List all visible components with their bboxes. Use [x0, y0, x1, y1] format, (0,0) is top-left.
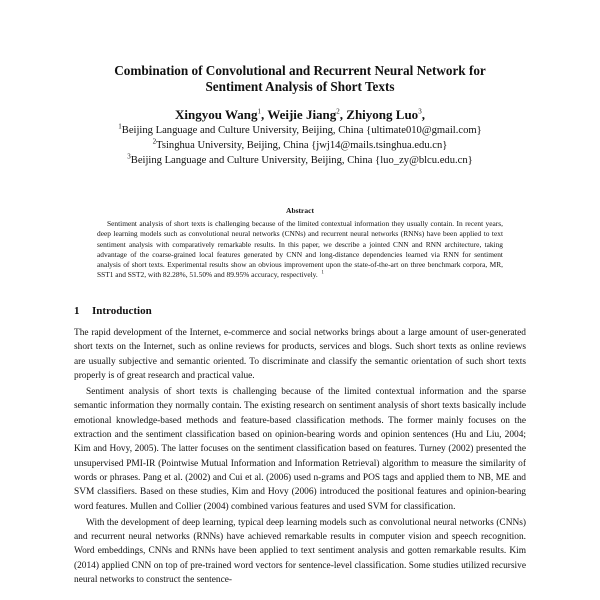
- author-mark: 2: [336, 107, 340, 116]
- author-name: Zhiyong Luo: [346, 107, 419, 122]
- affiliation-mark: 3: [127, 152, 131, 161]
- section-number: 1: [74, 305, 80, 317]
- author-mark: 1: [257, 107, 262, 116]
- paper-title: [60, 63, 540, 95]
- author-list: Xingyou Wang$^1$, Weijie Jiang$^2$, Zhiyong Luo$^3$,: [175, 107, 425, 122]
- footnote-mark: 1: [321, 271, 324, 277]
- affiliation-text: Beijing Language and Culture University, Beijing, China {ultimate010@gmail.com}: [121, 125, 482, 136]
- title-line-1: Combination of Convolutional and Recurrent Neural Network for: [114, 63, 486, 78]
- author-name: Xingyou Wang: [175, 107, 258, 122]
- abstract-heading: Abstract: [286, 206, 314, 215]
- affiliation: [40, 123, 560, 138]
- author-name: Weijie Jiang: [267, 107, 337, 122]
- affiliation-list: [40, 123, 560, 168]
- author-mark: 3: [418, 107, 422, 116]
- abstract-body-text: Sentiment analysis of short texts is challenging because of the limited contextual information they usually contain. In recent years, deep learning models such as convolutional neural networks (CNNs) and recurrent neural networks (RNNs) have been applied to text sentiment analysis with comparatively remarkable results. In this paper, we describe a jointed CNN and RNN architecture, taking advantage of the coarse-grained local features generated by CNN and long-distance dependencies learned via RNN for sentiment analysis of short texts. Experimental results show an obvious improvement upon the state-of-the-art on three benchmark corpora, MR, SST1 and SST2, with 82.28%, 51.50% and 89.95% accuracy, respectively.: [97, 219, 503, 280]
- affiliation-mark: 2: [152, 137, 157, 146]
- paragraph: With the development of deep learning, typical deep learning models such as convolutional neural networks (CNNs) and recurrent neural networks (RNNs) have achieved remarkable results in computer vision and speech recognition. Word embeddings, CNNs and RNNs have been applied to text sentiment analysis and gotten remarkable results. Kim (2014) applied CNN on top of pre-trained word vectors for sentence-level classification. Some studies utilized recursive neural networks to construct the sentence-: [74, 517, 526, 586]
- affiliation-mark: 1: [118, 122, 122, 131]
- section-body: [74, 326, 526, 587]
- affiliation: [40, 153, 560, 168]
- section-heading: [74, 305, 152, 317]
- paragraph: Sentiment analysis of short texts is challenging because of the limited contextual information and the sparse semantic information they normally contain. The existing research on sentiment analysis of short texts basically include emotional knowledge-based methods and feature-based classification methods. The former mainly focuses on the extraction and the sentiment classification based on opinion-bearing words and opinion sentences (Hu and Liu, 2004; Kim and Hovy, 2005). The latter focuses on the sentiment classification based on features. Turney (2002) presented the unsupervised PMI-IR (Pointwise Mutual Information and Information Retrieval) algorithm to measure the similarity of words or phrases. Pang et al. (2002) and Cui et al. (2006) used n-grams and POS tags and applied them to NB, ME and SVM classifiers. Based on these studies, Kim and Hovy (2006) introduced the positional features and opinion-bearing word features. Mullen and Collier (2004) combined various features and used SVM for classification.: [74, 387, 526, 512]
- affiliation: [40, 138, 560, 153]
- abstract-text: [97, 219, 503, 281]
- affiliation-text: Tsinghua University, Beijing, China {jwj14@mails.tsinghua.edu.cn}: [156, 140, 448, 151]
- title-line-2: Sentiment Analysis of Short Texts: [205, 79, 395, 94]
- paragraph: The rapid development of the Internet, e-commerce and social networks brings about a large amount of user-generated short texts on the Internet, such as online reviews for products, services and blogs. Such short texts as online reviews are usually subjective and semantic oriented. To discriminate and classify the semantic orientation of such short texts properly is of great research and practical value.: [74, 328, 526, 381]
- affiliation-text: Beijing Language and Culture University, Beijing, China {luo_zy@blcu.edu.cn}: [130, 155, 473, 166]
- section-title: Introduction: [92, 305, 152, 317]
